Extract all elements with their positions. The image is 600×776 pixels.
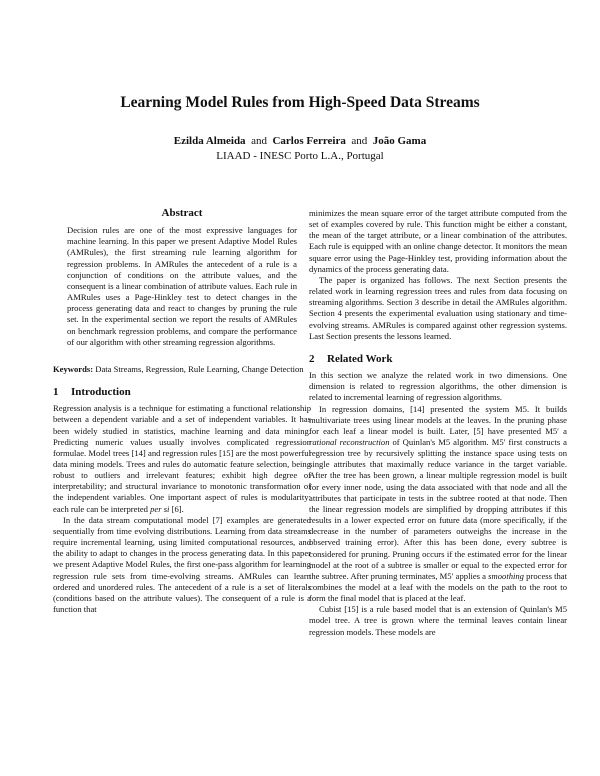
paragraph: In the data stream computational model [7] examples are generated sequentially from time evolving distributions. Learning from data streams require incremental learning, using limited computational resources, and the ability to adapt to changes in the process generating data. In this paper we present Adaptive Model Rules, the first one-pass algorithm for learning regression rule sets from time-evolving streams. AMRules can learn ordered and unordered rules. The antecedent of a rule is a set of literals (conditions based on the attribute values). The consequent of a rule is a function that <box>53 514 311 614</box>
affiliation: LIAAD - INESC Porto L.A., Portugal <box>216 150 384 162</box>
author-name: João Gama <box>372 135 427 147</box>
abstract-heading: Abstract <box>161 207 203 219</box>
and-connector: and <box>351 135 368 147</box>
author-name: Carlos Ferreira <box>272 135 346 147</box>
paragraph: In regression domains, [14] presented the system M5. It builds multivariate trees using linear models at the leaves. In the pruning phase for each leaf a linear model is built. Later, [5] have presented M5′ a rational reconstruction of Quinlan's M5 algorithm. M5′ first constructs a regression tree by recursively splitting the instance space using tests on single attributes that maximally reduce variance in the target variable. After the tree has been grown, a linear multiple regression model is built for every inner node, using the data associated with that node and all the attributes that participate in tests in the subtree rooted at that node. Then the linear regression models are simplified by dropping attributes if this results in a lower expected error on future data (more specifically, if the decrease in the number of parameters outweighs the increase in the observed training error). After this has been done, every subtree is considered for pruning. Pruning occurs if the estimated error for the linear model at the root of a subtree is smaller or equal to the expected error for the subtree. After pruning terminates, M5′ applies a smoothing process that combines the model at a leaf with the models on the path to the root to form the final model that is placed at the leaf. <box>309 403 568 604</box>
paragraph: In this section we analyze the related work in two dimensions. One dimension is related to regression algorithms, the other dimension is related to incremental learning of regression algorithms. <box>309 370 567 403</box>
and-connector: and <box>251 135 267 147</box>
paragraph: The paper is organized has follows. The next Section presents the related work in learning regression trees and rules from data focusing on streaming algorithms. Section 3 describe in detail the AMRules algorithm. Section 4 presents the experimental evaluation using stationary and time-evolving streams. AMRules is compared against other regression systems. Last Section presents the lessons learned. <box>309 274 567 341</box>
keywords <box>53 364 311 375</box>
section-number: 2 <box>309 352 315 365</box>
keywords-label: Keywords: <box>53 363 94 374</box>
abstract-body <box>67 225 297 348</box>
section-heading <box>53 387 311 398</box>
left-column <box>53 208 311 615</box>
author-name: Ezilda Almeida <box>173 135 246 147</box>
paragraph: Cubist [15] is a rule based model that is an extension of Quinlan's M5 model tree. A tree is grown where the terminal leaves contain linear regression models. These models are <box>309 604 567 637</box>
section-number: 1 <box>53 386 59 399</box>
section-title: Related Work <box>327 352 393 365</box>
paragraph: minimizes the mean square error of the target attribute computed from the set of examples covered by rule. This function might be either a constant, the mean of the target attribute, or a linear combination of the attributes. Each rule is equipped with an online change detector. It monitors the mean square error using the Page-Hinkley test, providing information about the dynamics of the process generating data. <box>309 208 567 274</box>
italic-term: smoothing <box>488 570 524 581</box>
keywords-text: Data Streams, Regression, Rule Learning, Change Detection <box>95 363 304 374</box>
paper-title: Learning Model Rules from High-Speed Data Streams <box>120 94 480 111</box>
paragraph: Regression analysis is a technique for estimating a functional relationship between a dependent variable and a set of independent variables. It has been widely studied in statistics, machine learning and data mining. Predicting numeric values usually involves complicated regression formulae. Model trees [14] and regression rules [15] are the most powerful data mining models. Trees and rules do automatic feature selection, being robust to outliers and irrelevant features; exhibit high degree of interpretability; and structural invariance to monotonic transformation of the independent variables. One important aspect of rules is modularity: each rule can be interpreted per si [6]. <box>53 403 311 514</box>
section-title: Introduction <box>71 386 131 399</box>
author-list <box>0 135 600 147</box>
italic-term: per si <box>150 503 170 514</box>
abstract-text: Decision rules are one of the most expressive languages for machine learning. In this paper we present Adaptive Model Rules (AMRules), the first streaming rule learning algorithm for regression problems. In AMRules the antecedent of a rule is a conjunction of conditions on the attribute values, and the consequent is a linear combination of attribute values. Each rule in AMRules uses a Page-Hinkley test to detect changes in the process generating data and react to changes by pruning the rule set. In the experimental section we report the results of AMRules on benchmark regression problems, and compare the performance of our algorithm with other streaming regression algorithms. <box>67 225 297 347</box>
right-column <box>309 208 567 638</box>
italic-term: rational reconstruction <box>309 436 390 447</box>
section-heading <box>309 354 567 365</box>
